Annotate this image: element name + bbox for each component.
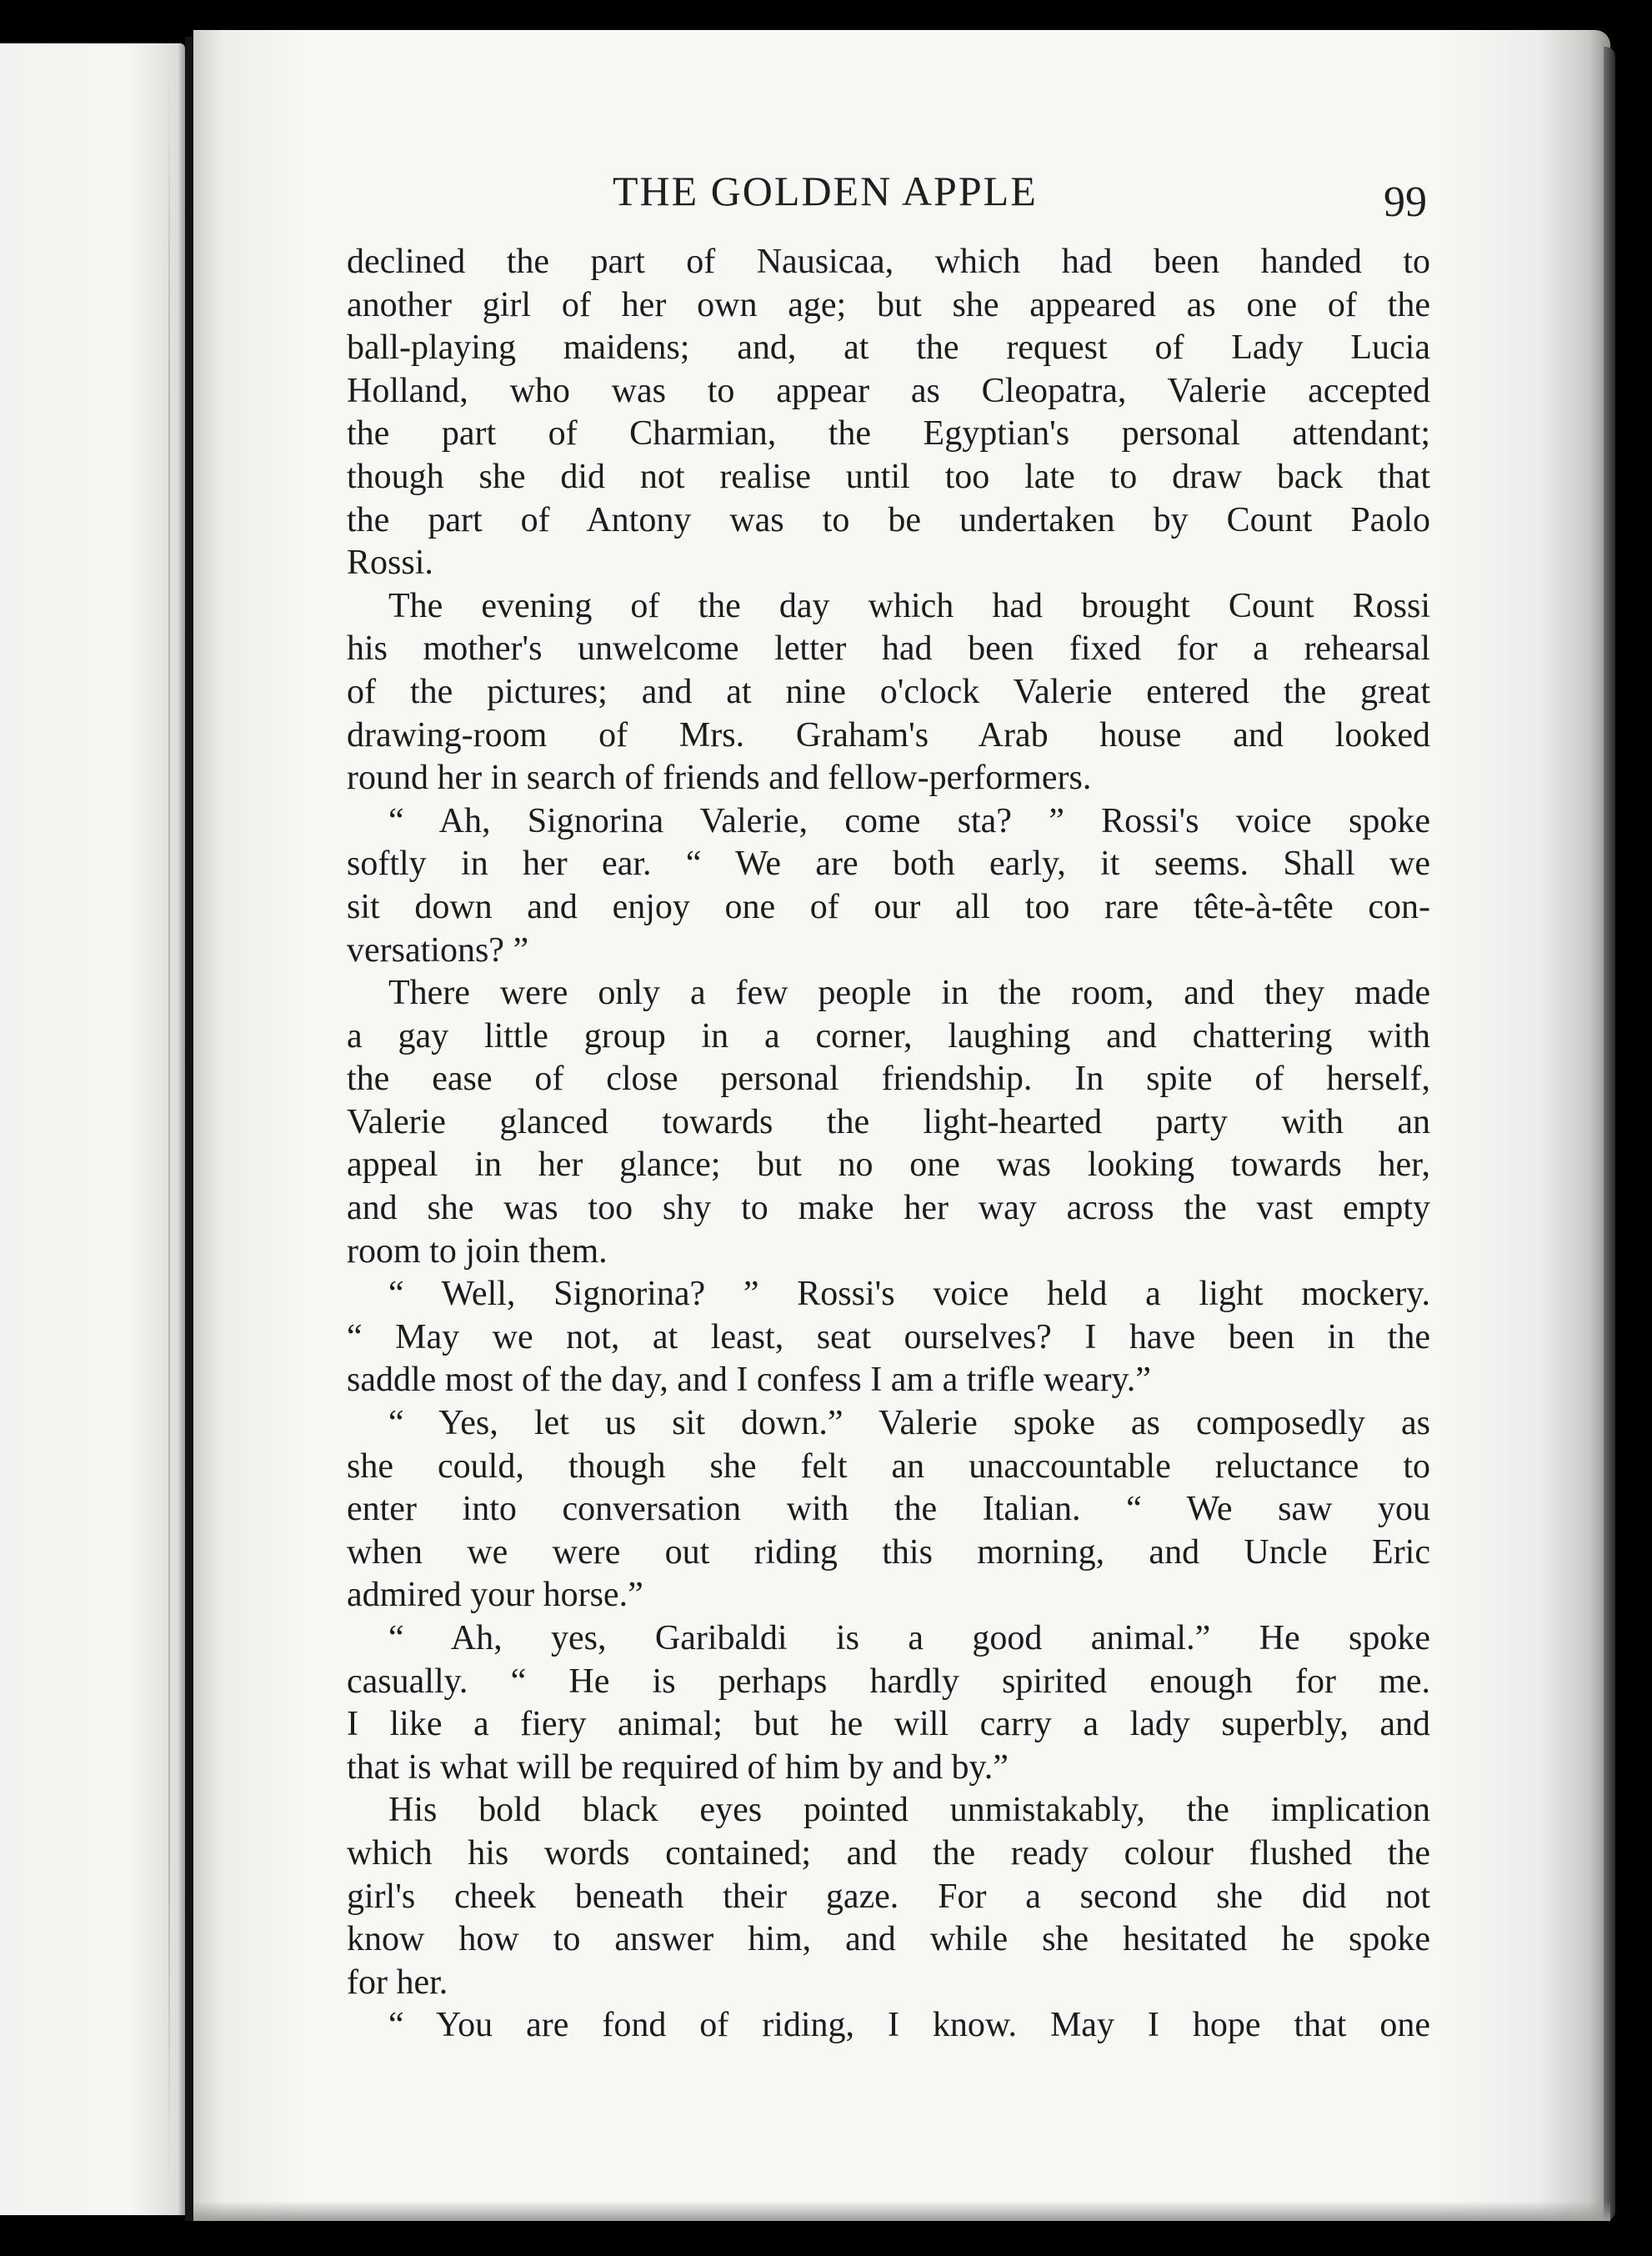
text-line: I like a fiery animal; but he will carry a lady superbly, and <box>347 1705 1430 1744</box>
text-line: Valerie glanced towards the light-hearted party with an <box>347 1102 1430 1141</box>
text-line: and she was too shy to make her way across the vast empty <box>347 1189 1430 1228</box>
body-text <box>347 241 1430 2048</box>
text-line: appeal in her glance; but no one was looking towards her, <box>347 1146 1430 1185</box>
text-line: girl's cheek beneath their gaze. For a second she did not <box>347 1877 1430 1916</box>
text-line: “ May we not, at least, seat ourselves? I have been in the <box>347 1317 1430 1356</box>
page-bottom-shadow <box>193 2201 1610 2221</box>
text-line: sit down and enjoy one of our all too rare tête-à-tête con- <box>347 887 1430 926</box>
text-line: His bold black eyes pointed unmistakably, the implication <box>388 1791 1430 1830</box>
text-line: a gay little group in a corner, laughing and chattering with <box>347 1016 1430 1055</box>
left-page-shadow <box>168 77 170 2182</box>
text-line: room to join them. <box>347 1231 608 1271</box>
text-line: know how to answer him, and while she hesitated he spoke <box>347 1920 1430 1959</box>
text-line: another girl of her own age; but she appeared as one of the <box>347 285 1430 324</box>
page-number: 99 <box>1384 178 1427 226</box>
text-line: “ Ah, yes, Garibaldi is a good animal.” He spoke <box>388 1619 1430 1657</box>
text-line: There were only a few people in the room, and they made <box>388 974 1430 1013</box>
text-line: the part of Charmian, the Egyptian's personal attendant; <box>347 414 1430 454</box>
text-line: the part of Antony was to be undertaken by Count Paolo <box>347 500 1430 539</box>
text-line: his mother's unwelcome letter had been fixed for a rehearsal <box>347 629 1430 669</box>
text-line: she could, though she felt an unaccountable reluctance to <box>347 1446 1430 1486</box>
text-line: versations? ” <box>347 930 529 970</box>
text-line: “ Ah, Signorina Valerie, come sta? ” Rossi's voice spoke <box>388 801 1430 840</box>
text-line: casually. “ He is perhaps hardly spirited enough for me. <box>347 1662 1430 1701</box>
text-line: The evening of the day which had brought Count Rossi <box>388 586 1430 625</box>
text-line: “ Yes, let us sit down.” Valerie spoke as composedly as <box>388 1404 1430 1443</box>
text-line: ball-playing maidens; and, at the request of Lady Lucia <box>347 328 1430 368</box>
text-line: “ Well, Signorina? ” Rossi's voice held a light mockery. <box>388 1275 1430 1314</box>
text-line: admired your horse.” <box>347 1576 643 1615</box>
text-line: declined the part of Nausicaa, which had been handed to <box>347 243 1430 281</box>
text-line: enter into conversation with the Italian. “ We saw you <box>347 1490 1430 1529</box>
text-line: Holland, who was to appear as Cleopatra, Valerie accepted <box>347 371 1430 410</box>
text-line: the ease of close personal friendship. In spite of herself, <box>347 1060 1430 1099</box>
text-line: drawing-room of Mrs. Graham's Arab house and looked <box>347 715 1430 755</box>
book-gutter <box>185 37 193 2221</box>
left-page-edge <box>0 43 185 2215</box>
text-line: saddle most of the day, and I confess I am a trifle weary.” <box>347 1361 1151 1400</box>
text-line: for her. <box>347 1963 448 2002</box>
text-line: of the pictures; and at nine o'clock Valerie entered the great <box>347 672 1430 711</box>
text-line: round her in search of friends and fellow-performers. <box>347 759 1092 798</box>
text-line: “ You are fond of riding, I know. May I hope that one <box>388 2006 1430 2045</box>
text-line: though she did not realise until too late to draw back that <box>347 457 1430 496</box>
text-line: that is what will be required of him by and by.” <box>347 1747 1009 1787</box>
text-line: which his words contained; and the ready colour flushed the <box>347 1833 1430 1872</box>
text-line: softly in her ear. “ We are both early, it seems. Shall we <box>347 845 1430 884</box>
text-line: Rossi. <box>347 544 433 583</box>
text-line: when we were out riding this morning, and Uncle Eric <box>347 1532 1430 1572</box>
running-title: THE GOLDEN APPLE <box>613 168 1038 214</box>
right-page-edge <box>1604 47 1615 2221</box>
